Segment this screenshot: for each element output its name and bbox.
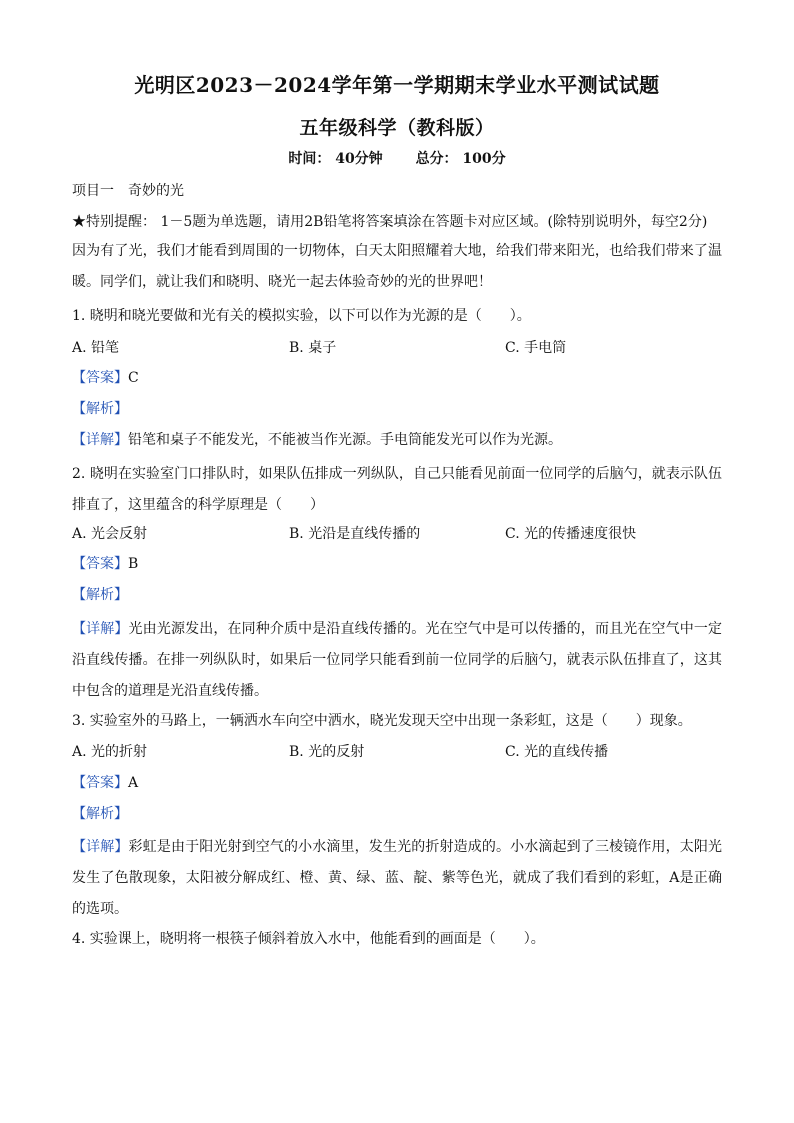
detail-tag: 【详解】: [72, 621, 129, 637]
exam-subtitle: 五年级科学（教科版）: [299, 117, 495, 139]
exam-time: 时间： 40分钟: [288, 151, 383, 167]
exam-title: 光明区2023－2024学年第一学期期末学业水平测试试题: [134, 73, 660, 97]
question-1-option-b: B. 桌子: [289, 340, 337, 356]
question-1-option-a: A. 铅笔: [72, 340, 120, 356]
question-2-option-c: C. 光的传播速度很快: [505, 526, 637, 542]
answer-value: A: [128, 775, 139, 791]
question-3-analysis: [72, 804, 128, 824]
question-1-stem: 1. 晓明和晓光要做和光有关的模拟实验，以下可以作为光源的是（ ）。: [72, 308, 531, 324]
exam-meta: [0, 148, 794, 168]
question-2-stem: 2. 晓明在实验室门口排队时，如果队伍排成一列纵队，自己只能看见前面一位同学的后脑勺，就表示队伍排直了，这里蕴含的科学原理是（ ）: [72, 466, 722, 513]
detail-text: 光由光源发出，在同种介质中是沿直线传播的。光在空气中是可以传播的，而且光在空气中一定沿直线传播。在排一列纵队时，如果后一位同学只能看到前一位同学的后脑勺，就表示队伍排直了，这其中包含的道理是光沿直线传播。: [72, 621, 723, 699]
answer-value: C: [128, 370, 139, 386]
question-4-stem: 4. 实验课上，晓明将一根筷子倾斜着放入水中，他能看到的画面是（ ）。: [72, 931, 545, 947]
question-3-answer: [72, 773, 138, 793]
question-1-analysis: [72, 399, 128, 419]
question-3-stem: 3. 实验室外的马路上，一辆洒水车向空中洒水，晓光发现天空中出现一条彩虹，这是（ ）现象。: [72, 713, 692, 729]
question-3-option-c: C. 光的直线传播: [505, 744, 609, 760]
detail-tag: 【详解】: [72, 432, 128, 448]
question-2-option-b: B. 光沿是直线传播的: [289, 526, 421, 542]
question-2-answer: [72, 554, 138, 574]
section-notice: ★特别提醒： 1－5题为单选题，请用2B铅笔将答案填涂在答题卡对应区域。(除特别说明外，每空2分): [72, 214, 708, 230]
answer-tag: 【答案】: [72, 370, 128, 386]
section-title: 项目一 奇妙的光: [72, 183, 184, 199]
analysis-tag: 【解析】: [72, 806, 128, 822]
question-1-answer: [72, 368, 139, 388]
analysis-tag: 【解析】: [72, 401, 128, 417]
question-1-detail: [72, 430, 562, 450]
analysis-tag: 【解析】: [72, 587, 128, 603]
question-2-option-a: A. 光会反射: [72, 526, 148, 542]
exam-score: 总分： 100分: [415, 151, 506, 167]
answer-tag: 【答案】: [72, 556, 128, 572]
detail-tag: 【详解】: [72, 839, 129, 855]
question-3-detail: [72, 832, 722, 925]
question-2-detail: [72, 614, 722, 707]
question-3-option-b: B. 光的反射: [289, 744, 365, 760]
answer-value: B: [128, 556, 139, 572]
question-3-option-a: A. 光的折射: [72, 744, 148, 760]
section-intro: 因为有了光，我们才能看到周围的一切物体，白天太阳照耀着大地，给我们带来阳光，也给我们带来了温暖。同学们，就让我们和晓明、晓光一起去体验奇妙的光的世界吧！: [72, 243, 722, 290]
question-1-option-c: C. 手电筒: [505, 340, 567, 356]
detail-text: 铅笔和桌子不能发光，不能被当作光源。手电筒能发光可以作为光源。: [128, 432, 562, 448]
question-2-analysis: [72, 585, 128, 605]
answer-tag: 【答案】: [72, 775, 128, 791]
detail-text: 彩虹是由于阳光射到空气的小水滴里，发生光的折射造成的。小水滴起到了三棱镜作用，太阳光发生了色散现象，太阳被分解成红、橙、黄、绿、蓝、靛、紫等色光，就成了我们看到的彩虹，A是正确的选项。: [72, 839, 723, 917]
